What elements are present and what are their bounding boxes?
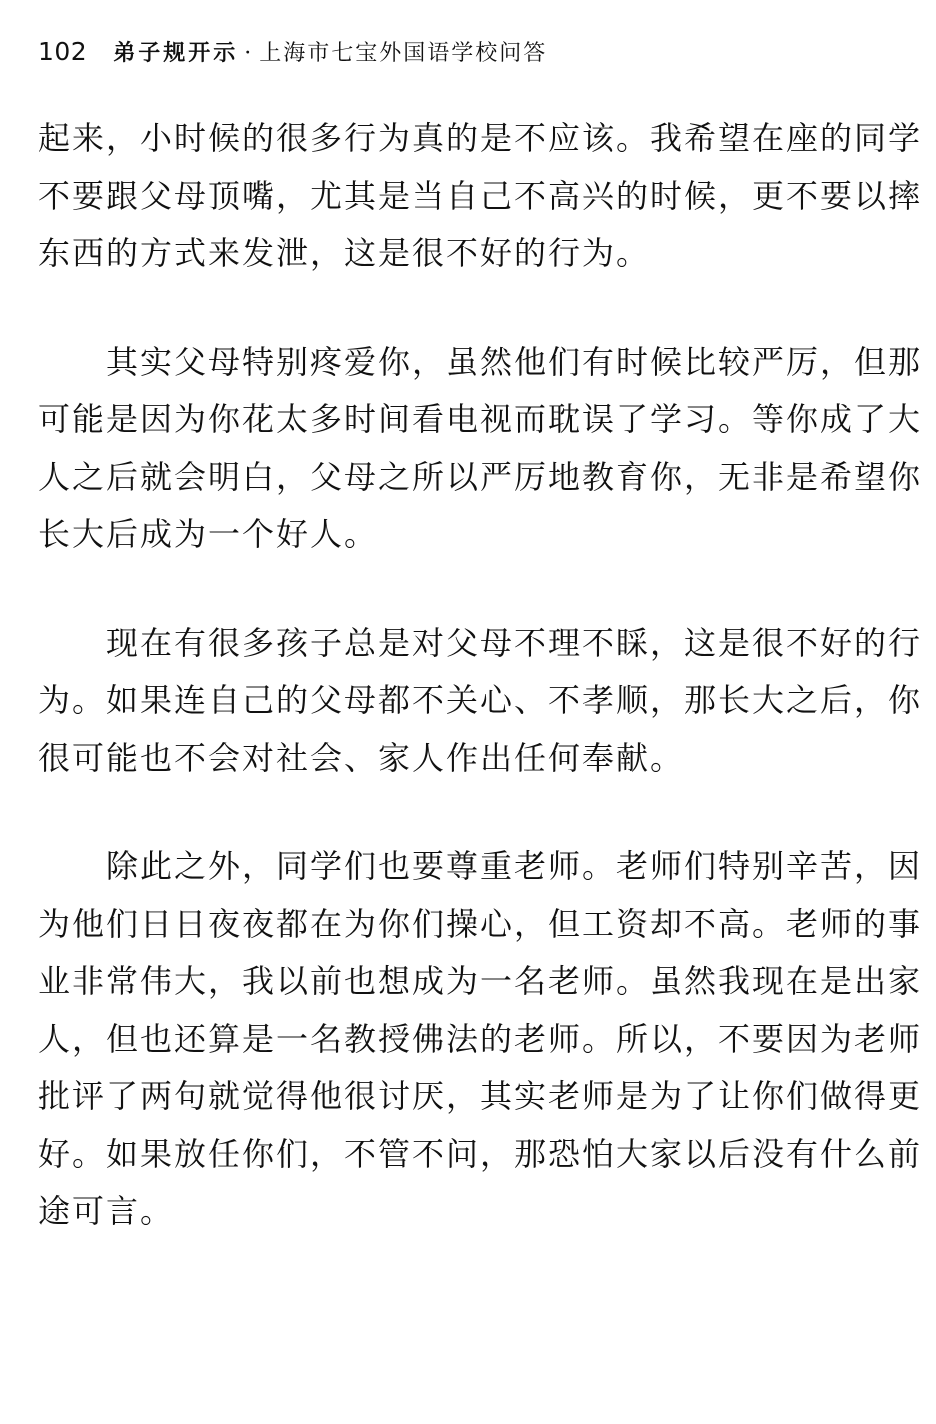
text-line: 批评了两句就觉得他很讨厌，其实老师是为了让你们做得更 [38, 1077, 923, 1115]
page-number: 102 [38, 37, 88, 66]
book-title: 弟子规开示 [113, 41, 239, 66]
text-line: 业非常伟大，我以前也想成为一名老师。虽然我现在是出家 [38, 962, 923, 1000]
book-subtitle: 上海市七宝外国语学校问答 [259, 41, 548, 66]
running-header [38, 36, 547, 76]
text-line: 除此之外，同学们也要尊重老师。老师们特别辛苦，因 [106, 847, 923, 885]
body-text [38, 110, 923, 1292]
text-line: 人之后就会明白，父母之所以严厉地教育你，无非是希望你 [38, 457, 923, 496]
text-line: 很可能也不会对社会、家人作出任何奉献。 [38, 738, 685, 777]
text-line: 可能是因为你花太多时间看电视而耽误了学习。等你成了大 [38, 400, 923, 438]
paragraph-continuation [38, 110, 923, 283]
text-line: 不要跟父母顶嘴，尤其是当自己不高兴的时候，更不要以摔 [38, 176, 923, 215]
paragraph-respect-teachers [38, 838, 923, 1241]
title-separator: · [244, 41, 252, 66]
text-line: 起来，小时候的很多行为真的是不应该。我希望在座的同学 [38, 119, 923, 157]
text-line: 现在有很多孩子总是对父母不理不睬，这是很不好的行 [106, 623, 923, 662]
text-line: 为他们日日夜夜都在为你们操心，但工资却不高。老师的事 [38, 904, 923, 943]
text-line: 长大后成为一个好人。 [38, 515, 379, 553]
text-line: 为。如果连自己的父母都不关心、不孝顺，那长大之后，你 [38, 681, 923, 719]
text-line: 东西的方式来发泄，这是很不好的行为。 [38, 234, 651, 272]
text-line: 好。如果放任你们，不管不问，那恐怕大家以后没有什么前 [38, 1134, 923, 1173]
text-line: 途可言。 [38, 1192, 175, 1230]
text-line: 人，但也还算是一名教授佛法的老师。所以，不要因为老师 [38, 1019, 923, 1058]
text-line: 其实父母特别疼爱你，虽然他们有时候比较严厉，但那 [106, 342, 923, 381]
paragraph-filial-piety [38, 615, 923, 788]
paragraph-parents-love [38, 334, 923, 564]
